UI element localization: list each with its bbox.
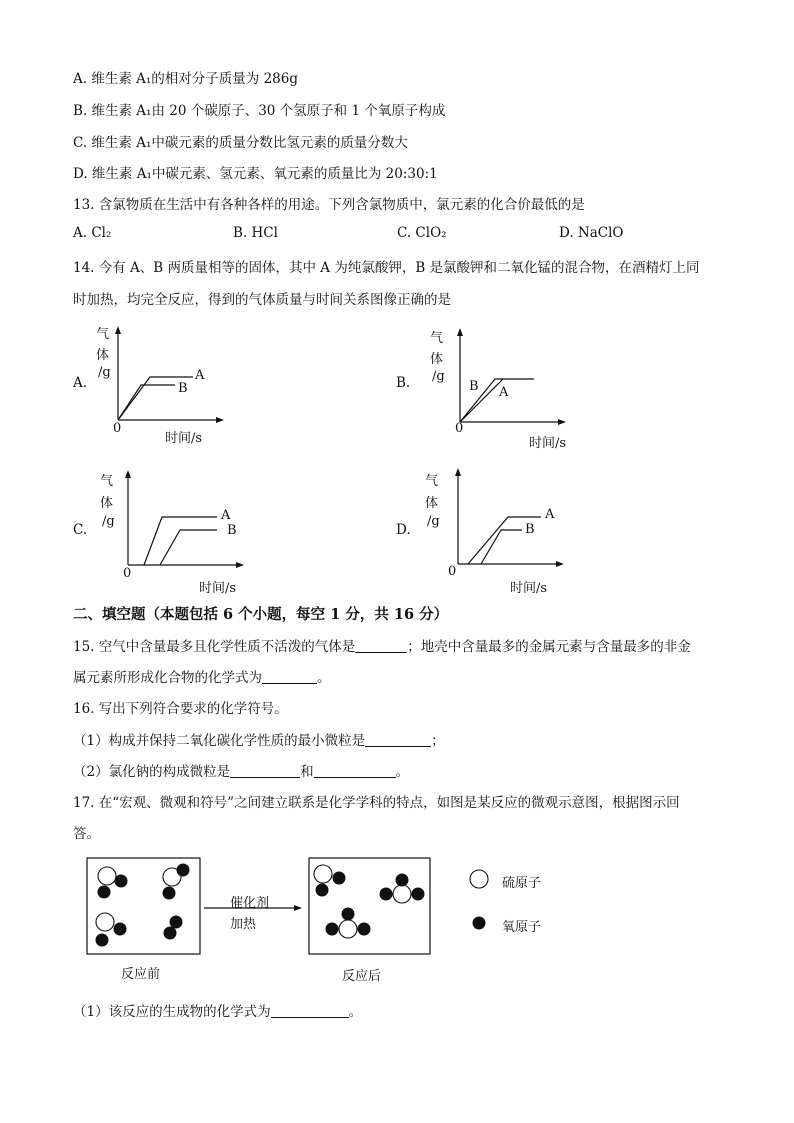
q16-part2-end: 。 [395, 764, 410, 780]
q14-graph-c-xlabel: 时间/s [199, 581, 237, 596]
q14-graph-a-label: A. [73, 375, 88, 391]
q14-graph-c-y3: /g [102, 514, 115, 529]
q17-line2: 答。 [73, 826, 100, 842]
before-label: 反应前 [121, 967, 161, 982]
q16-part1 [73, 729, 445, 749]
q17-line1: 17. 在“宏观、微观和符号”之间建立联系是化学学科的特点，如图是某反应的微观示意图，根据图示回 [73, 795, 680, 811]
q14-graph-c-curve-b: B [227, 523, 237, 538]
q14-graph-d-curve-b: B [525, 522, 535, 537]
q15-line1 [73, 635, 691, 655]
q16-part1-end: ； [431, 733, 445, 749]
q17-part1-text: （1）该反应的生成物的化学式为 [73, 1004, 271, 1020]
q13-option-c: C. ClO₂ [397, 225, 447, 241]
section-heading: 二、填空题（本题包括 6 个小题，每空 1 分，共 16 分） [73, 606, 449, 623]
arrow-label-catalyst: 催化剂 [230, 896, 270, 911]
q15-text-4: 。 [317, 670, 331, 686]
reaction-diagram [80, 850, 560, 960]
q14-graph-d-curve-a: A [545, 507, 555, 522]
q14-graph-a-y1: 气 [96, 327, 110, 342]
q14-graph-d-y1: 气 [425, 474, 439, 489]
q14-graph-b-xlabel: 时间/s [529, 436, 567, 451]
q15-line2 [73, 666, 331, 686]
q16-part2-and: 和 [300, 764, 314, 780]
q14-graph-c-y1: 气 [100, 474, 114, 489]
q17-part1-end: 。 [348, 1004, 363, 1020]
q14-graph-c-curve-a: A [221, 508, 231, 523]
q14-graph-a-y3: /g [98, 365, 111, 380]
q14-graph-d [428, 460, 598, 580]
q15-blank-1[interactable] [355, 638, 407, 653]
q13-option-a: A. Cl₂ [73, 225, 112, 241]
q14-graph-b-y3: /g [432, 369, 445, 384]
q12-option-a: A. 维生素 A₁的相对分子质量为 286g [73, 71, 298, 87]
q16-blank-2[interactable] [230, 763, 300, 778]
q13-option-d: D. NaClO [559, 225, 624, 241]
q16-blank-3[interactable] [314, 763, 396, 778]
q16-part2-text: （2）氯化钠的构成微粒是 [73, 764, 231, 780]
q15-text-3: 属元素所形成化合物的化学式为 [73, 670, 262, 686]
arrow-label-heat: 加热 [230, 917, 257, 932]
q14-graph-c-label: C. [73, 522, 88, 538]
q17-blank-1[interactable] [271, 1003, 349, 1018]
legend-oxygen-label: 氧原子 [502, 920, 542, 935]
q14-graph-d-label: D. [396, 522, 411, 538]
q15-text-2: ；地壳中含量最多的金属元素与含量最多的非金 [407, 639, 691, 655]
q15-blank-2[interactable] [262, 669, 317, 684]
q15-text-1: 15. 空气中含量最多且化学性质不活泼的气体是 [73, 639, 356, 655]
q14-graph-c-origin: 0 [123, 566, 132, 581]
q14-graph-b-curve-b: B [469, 379, 479, 394]
q14-stem-line2: 时加热，均完全反应，得到的气体质量与时间关系图像正确的是 [73, 292, 451, 308]
q12-option-b: B. 维生素 A₁由 20 个碳原子、30 个氢原子和 1 个氧原子构成 [73, 103, 446, 119]
q16-stem: 16. 写出下列符合要求的化学符号。 [73, 701, 288, 717]
q14-graph-d-origin: 0 [448, 564, 457, 579]
q13-option-b: B. HCl [233, 225, 278, 241]
q14-graph-a-origin: 0 [113, 421, 122, 436]
q16-part2 [73, 760, 409, 780]
q16-blank-1[interactable] [365, 732, 431, 747]
q12-option-c: C. 维生素 A₁中碳元素的质量分数比氢元素的质量分数大 [73, 135, 408, 151]
q16-part1-text: （1）构成并保持二氧化碳化学性质的最小微粒是 [73, 733, 366, 749]
q14-graph-c [105, 462, 275, 582]
q14-graph-b-label: B. [396, 375, 411, 391]
q13-stem: 13. 含氯物质在生活中有各种各样的用途。下列含氯物质中，氯元素的化合价最低的是 [73, 197, 585, 213]
q14-graph-d-y2: 体 [425, 496, 439, 511]
q14-graph-b-curve-a: A [499, 385, 509, 400]
q14-graph-b-y1: 气 [430, 331, 444, 346]
q14-graph-a-xlabel: 时间/s [165, 431, 203, 446]
q14-graph-a-y2: 体 [96, 348, 110, 363]
after-label: 反应后 [342, 969, 382, 984]
q14-graph-b-y2: 体 [430, 352, 444, 367]
q12-option-d: D. 维生素 A₁中碳元素、氢元素、氧元素的质量比为 20:30:1 [73, 166, 438, 182]
legend-sulfur-label: 硫原子 [502, 876, 542, 891]
q14-graph-c-y2: 体 [100, 496, 114, 511]
q14-graph-a-curve-b: B [178, 381, 188, 396]
q14-graph-d-xlabel: 时间/s [510, 581, 548, 596]
q14-graph-d-y3: /g [427, 514, 440, 529]
q14-graph-a-curve-a: A [195, 368, 205, 383]
q17-part1 [73, 1000, 362, 1020]
q14-stem-line1: 14. 今有 A、B 两质量相等的固体，其中 A 为纯氯酸钾，B 是氯酸钾和二氧化锰的混合物，在酒精灯上同 [73, 260, 700, 276]
q14-graph-b-origin: 0 [455, 421, 464, 436]
